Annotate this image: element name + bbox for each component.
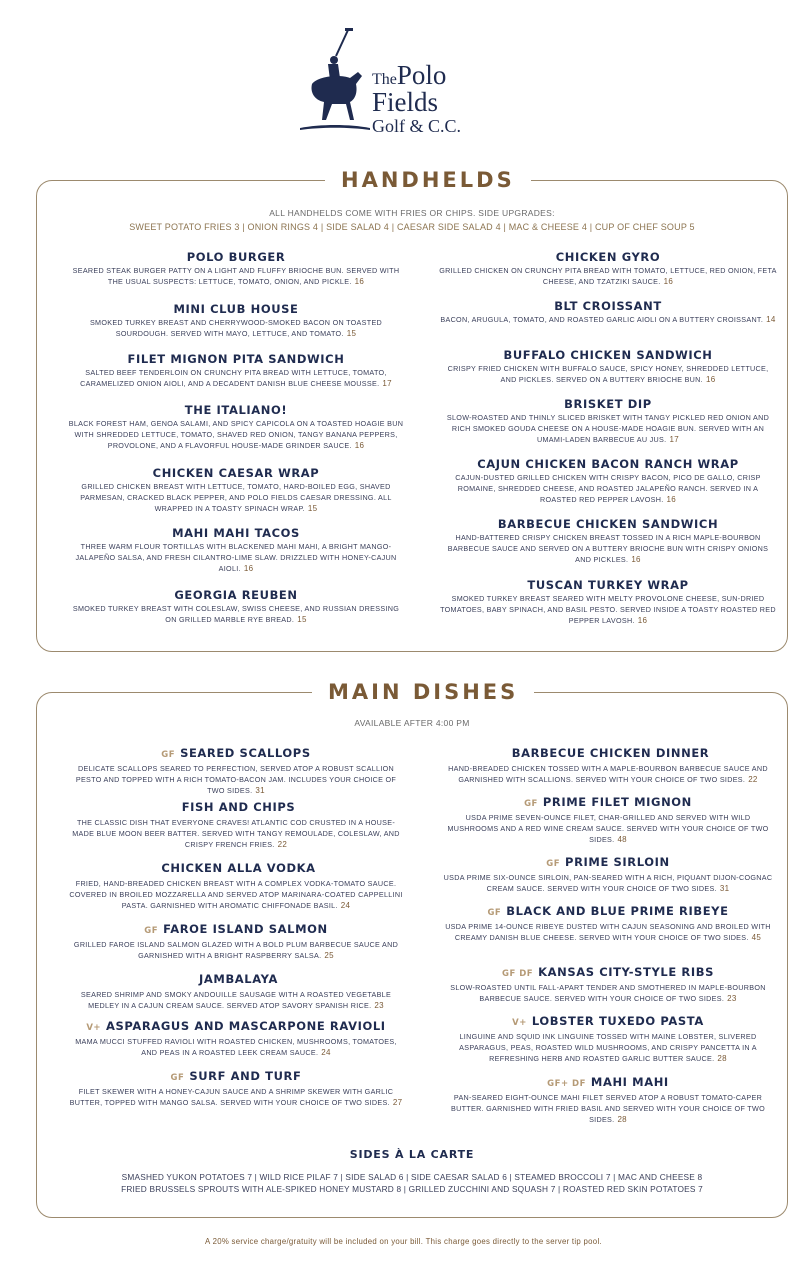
- item-price: 16: [631, 555, 641, 564]
- club-logo: [300, 28, 480, 138]
- item-name: FILET MIGNON PITA SANDWICH: [127, 352, 345, 366]
- menu-item: [67, 745, 405, 799]
- diet-tag: GF: [170, 1073, 185, 1083]
- diet-tag: V+: [512, 1018, 527, 1028]
- item-price: 31: [719, 884, 730, 893]
- item-name: BARBECUE CHICKEN SANDWICH: [497, 517, 719, 531]
- diet-tag: GF: [161, 750, 176, 760]
- menu-item: [67, 402, 405, 465]
- item-price: 22: [277, 840, 288, 849]
- item-name: BARBECUE CHICKEN DINNER: [511, 746, 710, 760]
- club-wordmark: ThePolo Fields Golf & C.C.: [372, 60, 462, 136]
- item-price: 15: [346, 329, 357, 338]
- item-desc: USDA PRIME 14-OUNCE RIBEYE DUSTED WITH CAJUN SEASONING AND BROILED WITH CREAMY DANISH BLUE CHEESE. SERVED WITH YOUR CHOICE OF TWO SIDES.: [445, 922, 771, 942]
- item-price: 24: [340, 901, 351, 910]
- item-desc: FILET SKEWER WITH A HONEY-CAJUN SAUCE AND A SHRIMP SKEWER WITH GARLIC BUTTER, TOPPED WITH MANGO SALSA. SERVED WITH YOUR CHOICE OF TWO SIDES.: [69, 1087, 394, 1107]
- item-price: 16: [637, 616, 648, 625]
- main-left-column: [67, 745, 405, 1118]
- menu-item: [439, 854, 777, 903]
- sides-list-line-1: SMASHED YUKON POTATOES 7 | WILD RICE PILAF 7 | SIDE SALAD 6 | SIDE CAESAR SALAD 6 | STEAMED BROCCOLI 7 | MAC AND CHEESE 8: [121, 1172, 703, 1182]
- menu-item: [67, 301, 405, 351]
- item-name: BRISKET DIP: [564, 397, 652, 411]
- menu-item: [439, 577, 777, 627]
- menu-item: [439, 249, 777, 298]
- item-desc: HAND-BATTERED CRISPY CHICKEN BREAST TOSSED IN A RICH MAPLE-BOURBON BARBECUE SAUCE AND SERVED ON A BUTTERY BRIOCHE BUN WITH CRISPY ONIONS AND PICKLES.: [447, 533, 769, 564]
- service-charge-note: A 20% service charge/gratuity will be included on your bill. This charge goes directly to the server tip pool.: [205, 1237, 602, 1246]
- item-price: 17: [382, 379, 392, 388]
- item-name: FISH AND CHIPS: [181, 800, 296, 814]
- item-price: 31: [255, 786, 265, 795]
- item-desc: BLACK FOREST HAM, GENOA SALAMI, AND SPICY CAPICOLA ON A TOASTED HOAGIE BUN WITH SHREDDED LETTUCE, TOMATO, SHAVED RED ONION, TANGY BANANA PEPPERS, PROVOLONE, AND A FLAVORFUL HOUSE-MADE GRINDER SAUCE.: [68, 419, 404, 450]
- main-dishes-panel: [36, 680, 788, 1218]
- item-desc: PAN-SEARED EIGHT-OUNCE MAHI FILET SERVED ATOP A ROBUST TOMATO-CAPER BUTTER. GARNISHED WITH FRIED BASIL AND SERVED WITH YOUR CHOICE OF TWO SIDES.: [451, 1093, 765, 1124]
- item-desc: SEARED STEAK BURGER PATTY ON A LIGHT AND FLUFFY BRIOCHE BUN. SERVED WITH THE USUAL SUSPECTS: LETTUCE, TOMATO, ONION, AND PICKLE.: [72, 266, 400, 286]
- item-price: 16: [705, 375, 716, 384]
- item-desc: HAND-BREADED CHICKEN TOSSED WITH A MAPLE-BOURBON BARBECUE SAUCE AND GARNISHED WITH SCALLIONS. SERVED WITH YOUR CHOICE OF TWO SIDES.: [448, 764, 768, 784]
- diet-tag: GF DF: [501, 969, 534, 979]
- item-desc: USDA PRIME SEVEN-OUNCE FILET, CHAR-GRILLED AND SERVED WITH WILD MUSHROOMS AND A RED WINE CREAM SAUCE. SERVED WITH YOUR CHOICE OF TWO SIDES.: [447, 813, 769, 844]
- item-desc: USDA PRIME SIX-OUNCE SIRLOIN, PAN-SEARED WITH A RICH, PIQUANT DIJON-COGNAC CREAM SAUCE. SERVED WITH YOUR CHOICE OF TWO SIDES.: [443, 873, 773, 893]
- item-name: PRIME FILET MIGNON: [542, 795, 692, 809]
- main-dishes-title: MAIN DISHES: [312, 678, 534, 706]
- item-desc: DELICATE SCALLOPS SEARED TO PERFECTION, SERVED ATOP A ROBUST SCALLION PESTO AND TOPPED WITH A RICH TOMATO-BACON JAM. INCLUDES YOUR CHOICE OF TWO SIDES.: [75, 764, 397, 795]
- item-name: TUSCAN TURKEY WRAP: [527, 578, 689, 592]
- item-price: 16: [354, 441, 365, 450]
- item-desc: THREE WARM FLOUR TORTILLAS WITH BLACKENED MAHI MAHI, A BRIGHT MANGO-JALAPEÑO SALSA, AND FRESH CILANTRO-LIME SLAW. DRIZZLED WITH HONEY-CAJUN AIOLI.: [75, 542, 397, 573]
- polo-player-icon: [300, 28, 370, 133]
- item-desc: LINGUINE AND SQUID INK LINGUINE TOSSED WITH MAINE LOBSTER, SLIVERED ASPARAGUS, PEAS, ROASTED WILD MUSHROOMS, AND CRISPY PANCETTA IN A REFRESHING HERB AND ROASTED GARLIC BUTTER SAUCE.: [459, 1032, 757, 1063]
- menu-item: [67, 525, 405, 587]
- item-desc: GRILLED CHICKEN BREAST WITH LETTUCE, TOMATO, HARD-BOILED EGG, SHAVED PARMESAN, CRACKED BLACK PEPPER, AND POLO FIELDS CAESAR DRESSING. ALL WRAPPED IN A TOASTY SPINACH WRAP.: [80, 482, 392, 513]
- item-name: KANSAS CITY-STYLE RIBS: [538, 965, 714, 979]
- menu-item: [67, 1068, 405, 1118]
- item-desc: SEARED SHRIMP AND SMOKY ANDOUILLE SAUSAGE WITH A ROASTED VEGETABLE MEDLEY IN A CAJUN CREAM SAUCE. SERVED ATOP SAVORY SPANISH RICE.: [80, 990, 392, 1010]
- item-desc: SMOKED TURKEY BREAST SEARED WITH MELTY PROVOLONE CHEESE, SUN-DRIED TOMATOES, BABY SPINACH, AND BASIL PESTO. SERVED INSIDE A TOASTY ROASTED RED PEPPER LAVOSH.: [440, 594, 776, 625]
- item-desc: SLOW-ROASTED AND THINLY SLICED BRISKET WITH TANGY PICKLED RED ONION AND RICH SMOKED GOUDA CHEESE ON A HOUSE-MADE HOAGIE BUN. SERVED WITH AN UMAMI-LADEN BARBECUE AU JUS.: [446, 413, 770, 444]
- menu-item: [67, 351, 405, 402]
- item-desc: CAJUN-DUSTED GRILLED CHICKEN WITH CRISPY BACON, PICO DE GALLO, CRISP ROMAINE, SHREDDED CHEESE, AND ROASTED JALAPEÑO RANCH. SERVED IN A ROASTED RED PEPPER LAVOSH.: [455, 473, 761, 504]
- menu-item: [67, 465, 405, 525]
- menu-item: [439, 964, 777, 1013]
- menu-item: [67, 971, 405, 1018]
- menu-item: [67, 921, 405, 971]
- item-price: 23: [727, 994, 737, 1003]
- item-desc: CRISPY FRIED CHICKEN WITH BUFFALO SAUCE, SPICY HONEY, SHREDDED LETTUCE, AND PICKLES. SERVED ON A BUTTERY BRIOCHE BUN.: [447, 364, 769, 384]
- item-price: 16: [663, 277, 674, 286]
- menu-item: [67, 799, 405, 860]
- menu-item: [439, 516, 777, 577]
- item-name: ASPARAGUS AND MASCARPONE RAVIOLI: [106, 1019, 386, 1033]
- item-name: MINI CLUB HOUSE: [173, 302, 299, 316]
- item-price: 48: [617, 835, 627, 844]
- diet-tag: V+: [86, 1023, 102, 1033]
- handhelds-note: ALL HANDHELDS COME WITH FRIES OR CHIPS. SIDE UPGRADES:: [269, 208, 555, 218]
- main-right-column: [439, 745, 777, 1124]
- item-name: CHICKEN ALLA VODKA: [161, 861, 316, 875]
- main-dishes-note: AVAILABLE AFTER 4:00 PM: [354, 718, 470, 728]
- item-price: 22: [748, 775, 758, 784]
- item-price: 16: [666, 495, 676, 504]
- item-desc: GRILLED CHICKEN ON CRUNCHY PITA BREAD WITH TOMATO, LETTUCE, RED ONION, FETA CHEESE, AND TZATZIKI SAUCE.: [439, 266, 777, 286]
- item-name: BLT CROISSANT: [554, 299, 662, 313]
- menu-item: [439, 1074, 777, 1124]
- menu-item: [439, 347, 777, 396]
- item-desc: THE CLASSIC DISH THAT EVERYONE CRAVES! ATLANTIC COD CRUSTED IN A HOUSE-MADE BLUE MOON BEER BATTER. SERVED WITH TANGY REMOULADE, COLESLAW, AND CRISPY FRENCH FRIES.: [72, 818, 400, 849]
- item-desc: SALTED BEEF TENDERLOIN ON CRUNCHY PITA BREAD WITH LETTUCE, TOMATO, CARAMELIZED ONION AIOLI, AND A DECADENT DANISH BLUE CHEESE MOUSSE.: [80, 368, 387, 388]
- item-name: GEORGIA REUBEN: [174, 588, 298, 602]
- menu-item: [439, 745, 777, 794]
- item-desc: FRIED, HAND-BREADED CHICKEN BREAST WITH A COMPLEX VODKA-TOMATO SAUCE. COVERED IN BROILED MOZZARELLA AND SERVED ATOP MARINARA-COATED CAPPELLINI PASTA. GARNISHED WITH AROMATIC CHIFFONADE BASIL.: [69, 879, 403, 910]
- item-name: FAROE ISLAND SALMON: [163, 922, 328, 936]
- item-name: BLACK AND BLUE PRIME RIBEYE: [506, 904, 729, 918]
- side-upgrades: SWEET POTATO FRIES 3 | ONION RINGS 4 | SIDE SALAD 4 | CAESAR SIDE SALAD 4 | MAC & CHEESE 4 | CUP OF CHEF SOUP 5: [129, 222, 695, 232]
- item-name: CHICKEN CAESAR WRAP: [152, 466, 320, 480]
- item-name: THE ITALIANO!: [184, 403, 288, 417]
- item-price: 28: [717, 1054, 727, 1063]
- item-price: 15: [307, 504, 318, 513]
- menu-item: [439, 1013, 777, 1074]
- handhelds-title: HANDHELDS: [325, 166, 531, 194]
- diet-tag: GF: [546, 859, 561, 869]
- menu-item: [439, 794, 777, 854]
- item-desc: MAMA MUCCI STUFFED RAVIOLI WITH ROASTED CHICKEN, MUSHROOMS, TOMATOES, AND PEAS IN A ROASTED LEEK CREAM SAUCE.: [75, 1037, 397, 1057]
- item-desc: SLOW-ROASTED UNTIL FALL-APART TENDER AND SMOTHERED IN MAPLE-BOURBON BARBECUE SAUCE. SERVED WITH YOUR CHOICE OF TWO SIDES.: [450, 983, 766, 1003]
- item-name: POLO BURGER: [186, 250, 286, 264]
- item-name: MAHI MAHI: [590, 1075, 669, 1089]
- item-price: 15: [297, 615, 307, 624]
- diet-tag: GF: [524, 799, 538, 809]
- menu-item: [67, 860, 405, 921]
- sides-title: SIDES À LA CARTE: [349, 1148, 475, 1161]
- item-price: 16: [354, 277, 365, 286]
- item-name: MAHI MAHI TACOS: [172, 526, 300, 540]
- item-name: LOBSTER TUXEDO PASTA: [531, 1014, 704, 1028]
- item-desc: BACON, ARUGULA, TOMATO, AND ROASTED GARLIC AIOLI ON A BUTTERY CROISSANT.: [440, 315, 764, 324]
- handhelds-right-column: [439, 249, 777, 627]
- item-price: 16: [243, 564, 254, 573]
- handhelds-left-column: [67, 249, 405, 637]
- item-price: 17: [669, 435, 679, 444]
- item-desc: SMOKED TURKEY BREAST AND CHERRYWOOD-SMOKED BACON ON TOASTED SOURDOUGH. SERVED WITH MAYO, LETTUCE, AND TOMATO.: [89, 318, 383, 338]
- diet-tag: GF: [487, 908, 502, 918]
- sides-list-line-2: FRIED BRUSSELS SPROUTS WITH ALE-SPIKED HONEY MUSTARD 8 | GRILLED ZUCCHINI AND SQUASH 7 | ROASTED RED SKIN POTATOES 7: [121, 1184, 703, 1194]
- item-price: 45: [751, 933, 762, 942]
- item-price: 14: [766, 315, 776, 324]
- menu-item: [67, 249, 405, 301]
- item-desc: GRILLED FAROE ISLAND SALMON GLAZED WITH A BOLD PLUM BARBECUE SAUCE AND GARNISHED WITH A BRIGHT RASPBERRY SALSA.: [73, 940, 399, 960]
- diet-tag: GF+ DF: [547, 1079, 586, 1089]
- menu-item: [439, 903, 777, 964]
- item-price: 23: [374, 1001, 384, 1010]
- menu-item: [67, 587, 405, 637]
- menu-item: [439, 456, 777, 516]
- menu-item: [67, 1018, 405, 1068]
- item-name: CHICKEN GYRO: [555, 250, 661, 264]
- item-name: SURF AND TURF: [189, 1069, 302, 1083]
- item-price: 25: [324, 951, 334, 960]
- menu-item: [439, 396, 777, 456]
- item-name: CAJUN CHICKEN BACON RANCH WRAP: [477, 457, 739, 471]
- item-name: JAMBALAYA: [199, 972, 278, 986]
- item-name: PRIME SIRLOIN: [565, 855, 670, 869]
- item-price: 28: [617, 1115, 627, 1124]
- item-price: 27: [392, 1098, 403, 1107]
- diet-tag: GF: [144, 926, 159, 936]
- item-name: SEARED SCALLOPS: [180, 746, 311, 760]
- menu-item: [439, 298, 777, 347]
- item-name: BUFFALO CHICKEN SANDWICH: [503, 348, 713, 362]
- item-desc: SMOKED TURKEY BREAST WITH COLESLAW, SWISS CHEESE, AND RUSSIAN DRESSING ON GRILLED MARBLE RYE BREAD.: [72, 604, 400, 624]
- item-price: 24: [321, 1048, 331, 1057]
- handhelds-panel: [36, 168, 788, 652]
